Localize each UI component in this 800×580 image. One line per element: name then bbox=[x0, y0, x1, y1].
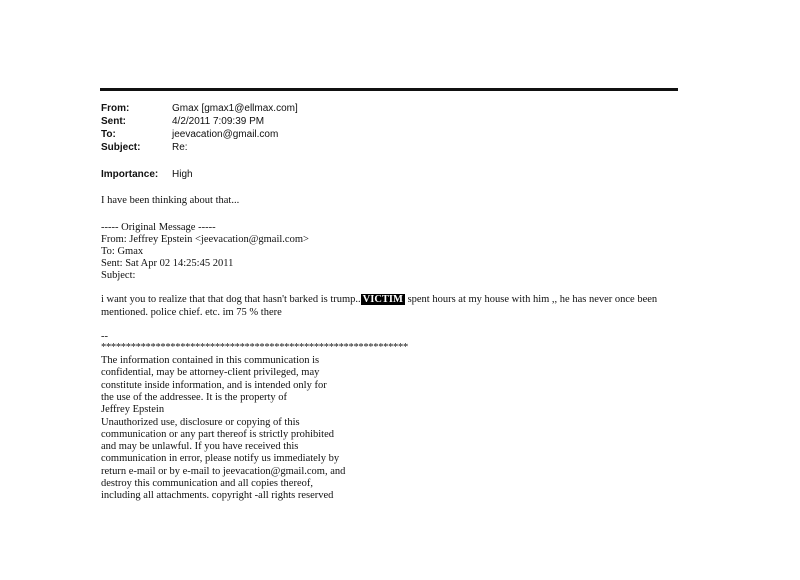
subject-label: Subject: bbox=[101, 142, 141, 153]
disclaimer-line: communication in error, please notify us immediately by bbox=[101, 453, 340, 465]
original-sent: Sent: Sat Apr 02 14:25:45 2011 bbox=[101, 258, 234, 269]
disclaimer-line: confidential, may be attorney-client privileged, may bbox=[101, 367, 320, 379]
disclaimer-line: the use of the addressee. It is the property of bbox=[101, 391, 288, 403]
from-value: Gmax [gmax1@ellmax.com] bbox=[172, 103, 298, 114]
original-subject: Subject: bbox=[101, 270, 136, 281]
redaction-box: VICTIM bbox=[362, 294, 403, 305]
body-line-2: mentioned. police chief. etc. im 75 % there bbox=[101, 307, 282, 318]
to-value: jeevacation@gmail.com bbox=[172, 129, 279, 140]
original-message-title: ----- Original Message ----- bbox=[101, 222, 216, 233]
disclaimer-line: including all attachments. copyright -all rights reserved bbox=[101, 490, 334, 502]
sent-label: Sent: bbox=[101, 116, 126, 127]
disclaimer-line: Unauthorized use, disclosure or copying of this bbox=[101, 416, 300, 428]
from-label: From: bbox=[101, 103, 130, 114]
disclaimer-line: return e-mail or by e-mail to jeevacation@gmail.com, and bbox=[101, 465, 346, 477]
original-to: To: Gmax bbox=[101, 246, 144, 257]
body-line-1 bbox=[101, 294, 657, 306]
original-from: From: Jeffrey Epstein <jeevacation@gmail.com> bbox=[101, 234, 309, 245]
importance-value: High bbox=[172, 169, 193, 180]
subject-value: Re: bbox=[172, 142, 188, 153]
disclaimer-line: The information contained in this communication is bbox=[101, 355, 320, 366]
to-label: To: bbox=[101, 129, 116, 140]
signature-dash: -- bbox=[101, 331, 108, 342]
asterisk-divider: ************************************************************** bbox=[101, 342, 408, 353]
disclaimer-line: communication or any part thereof is strictly prohibited bbox=[101, 428, 334, 440]
disclaimer-line: constitute inside information, and is intended only for bbox=[101, 379, 327, 391]
body-text: i want you to realize that that dog that hasn't barked is trump.. bbox=[101, 294, 361, 305]
disclaimer-line: destroy this communication and all copies thereof, bbox=[101, 478, 313, 489]
body-text: spent hours at my house with him ,, he has never once been bbox=[404, 294, 658, 305]
importance-label: Importance: bbox=[101, 169, 159, 180]
sent-value: 4/2/2011 7:09:39 PM bbox=[172, 116, 265, 127]
disclaimer-line: Jeffrey Epstein bbox=[101, 404, 165, 416]
header-rule bbox=[100, 88, 678, 91]
disclaimer-line: and may be unlawful. If you have received this bbox=[101, 441, 299, 453]
reply-text: I have been thinking about that... bbox=[101, 195, 240, 206]
